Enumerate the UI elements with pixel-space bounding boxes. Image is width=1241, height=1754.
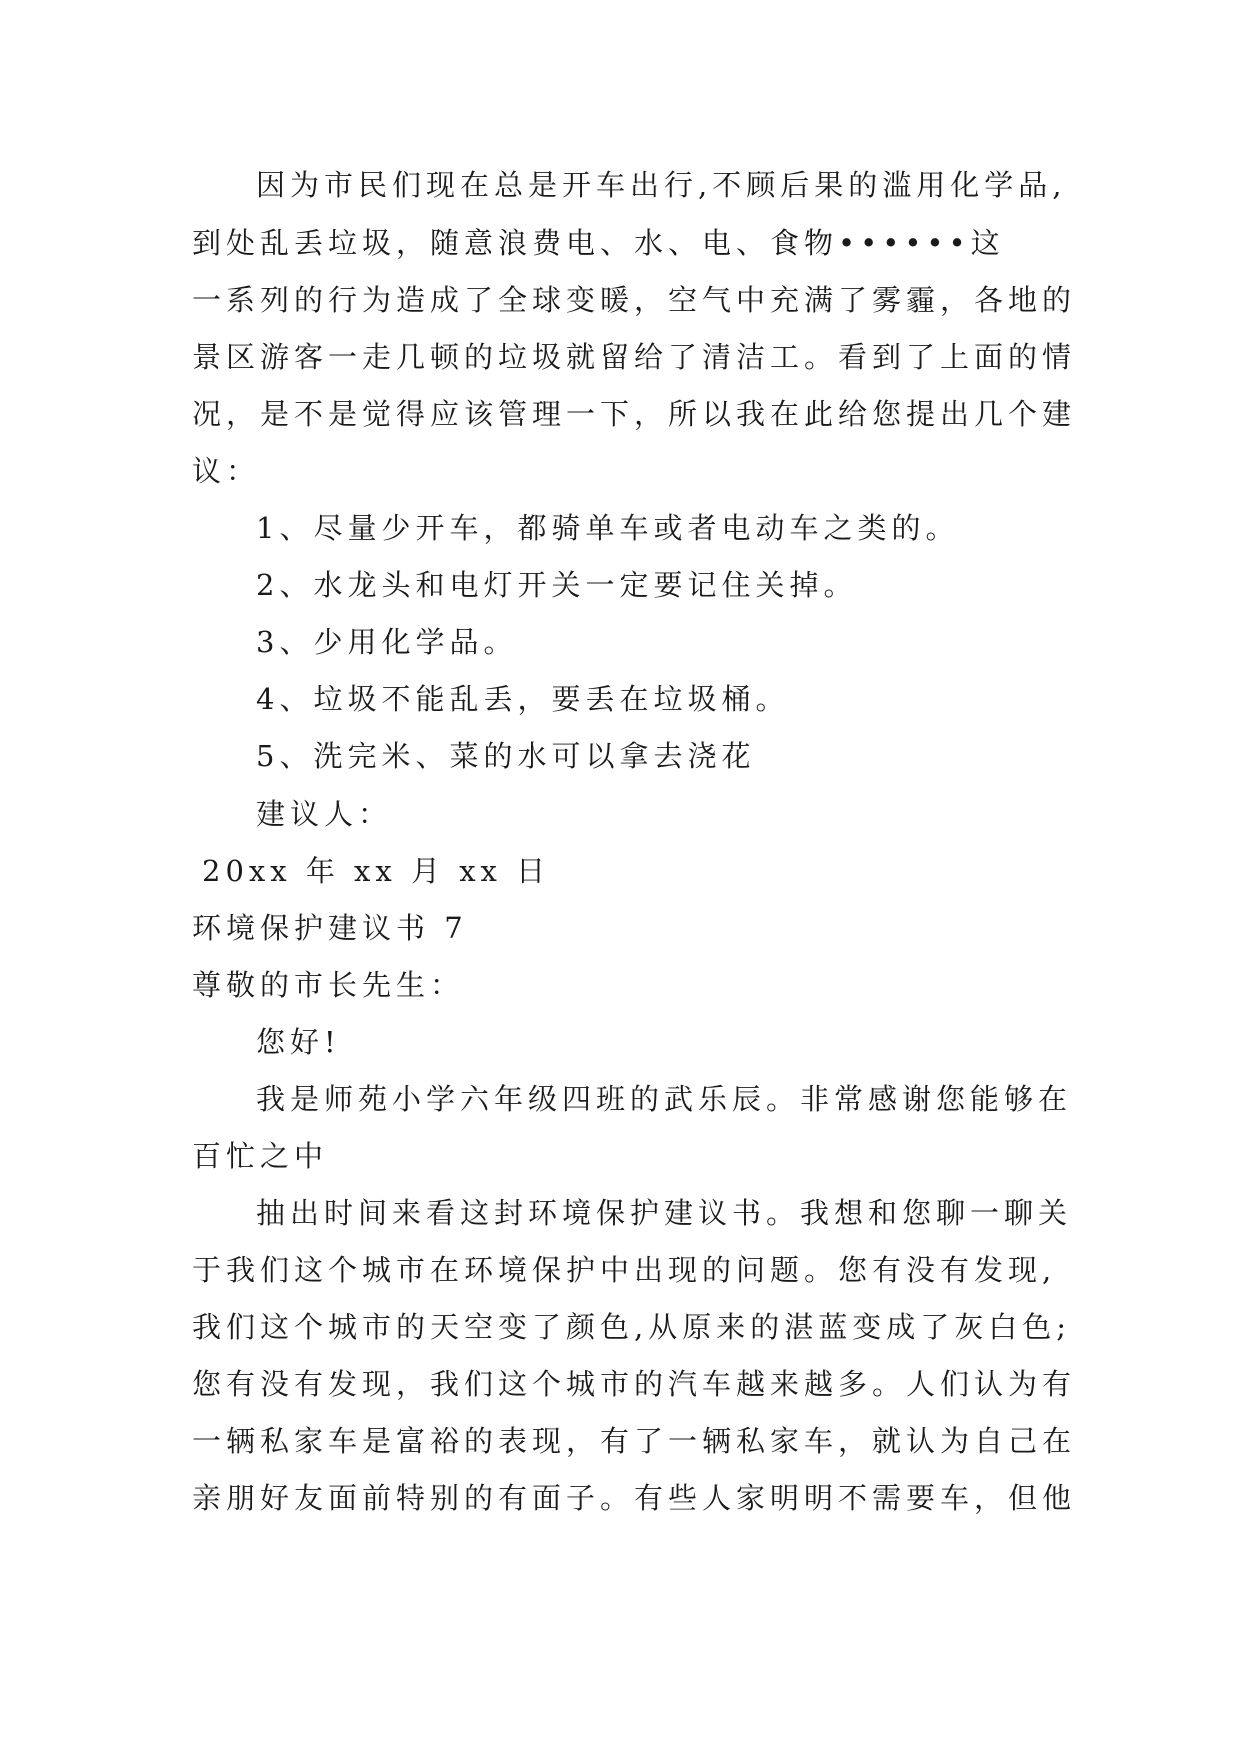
signature-date: 20xx 年 xx 月 xx 日 [202,854,551,888]
suggestion-item: 3、少用化学品。 [256,625,518,659]
paragraph-line: 议： [192,454,261,488]
paragraph-line: 因为市民们现在总是开车出行,不顾后果的滥用化学品, [256,168,1067,202]
paragraph-line: 百忙之中 [192,1139,329,1173]
suggestion-item: 4、垃圾不能乱丢，要丢在垃圾桶。 [256,682,790,716]
paragraph-line: 一系列的行为造成了全球变暖，空气中充满了雾霾，各地的 [192,283,1077,317]
letter-salutation: 尊敬的市长先生： [192,968,465,1002]
paragraph-line: 况，是不是觉得应该管理一下，所以我在此给您提出几个建 [192,397,1077,431]
suggestion-item: 2、水龙头和电灯开关一定要记住关掉。 [256,568,858,602]
paragraph-line: 景区游客一走几顿的垃圾就留给了清洁工。看到了上面的情 [192,340,1077,374]
paragraph-line: 我们这个城市的天空变了颜色,从原来的湛蓝变成了灰白色; [192,1310,1071,1344]
paragraph-line: 于我们这个城市在环境保护中出现的问题。您有没有发现, [192,1253,1057,1287]
suggestion-item: 5、洗完米、菜的水可以拿去浇花 [256,739,756,773]
letter-heading: 环境保护建议书 7 [192,911,468,945]
suggestion-item: 1、尽量少开车，都骑单车或者电动车之类的。 [256,511,960,545]
paragraph-line: 亲朋好友面前特别的有面子。有些人家明明不需要车，但他 [192,1481,1077,1515]
paragraph-line: 您有没有发现，我们这个城市的汽车越来越多。人们认为有 [192,1367,1077,1401]
paragraph-line: 抽出时间来看这封环境保护建议书。我想和您聊一聊关 [256,1196,1073,1230]
paragraph-line: 一辆私家车是富裕的表现，有了一辆私家车，就认为自己在 [192,1424,1077,1458]
signature-label: 建议人： [256,797,393,831]
letter-greeting: 您好! [256,1025,341,1059]
paragraph-line: 到处乱丢垃圾，随意浪费电、水、电、食物••••••这 [192,226,1005,260]
paragraph-line: 我是师苑小学六年级四班的武乐辰。非常感谢您能够在 [256,1082,1073,1116]
